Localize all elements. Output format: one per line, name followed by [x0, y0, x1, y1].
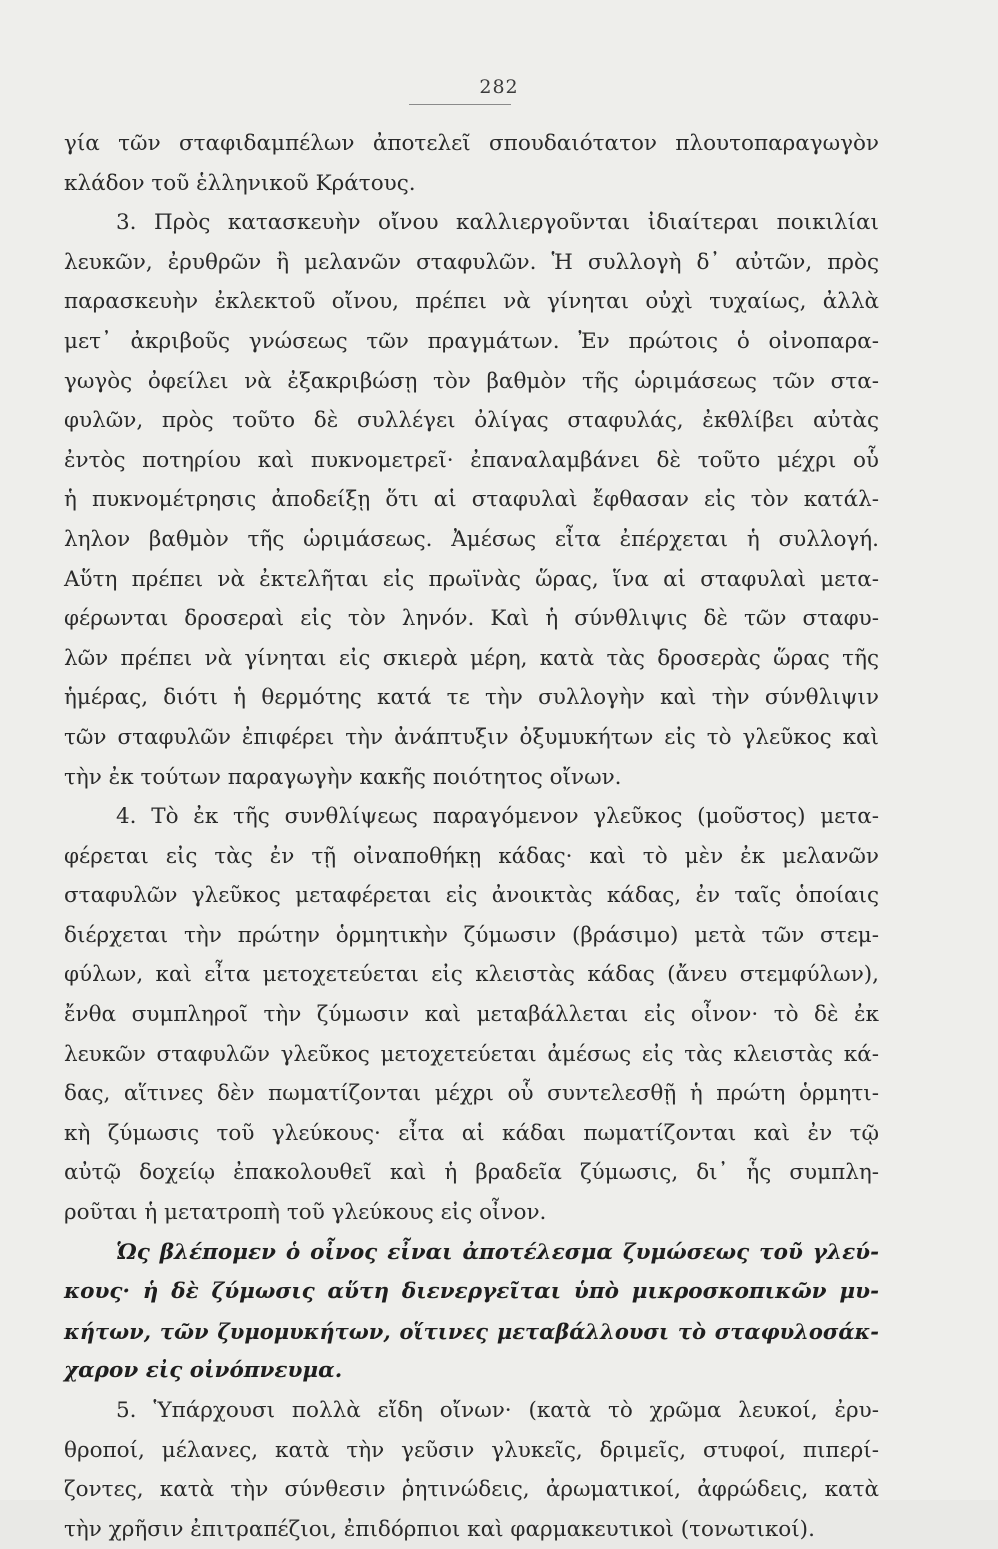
text-line: παρασκευὴν ἐκλεκτοῦ οἴνου, πρέπει νὰ γίνηται οὐχὶ τυχαίως, ἀλλὰ	[64, 289, 879, 315]
text-line: διέρχεται τὴν πρώτην ὁρμητικὴν ζύμωσιν (βράσιμο) μετὰ τῶν στεμ-	[64, 922, 879, 948]
header-rule	[409, 104, 511, 105]
text-line: γία τῶν σταφιδαμπέλων ἀποτελεῖ σπουδαιότατον πλουτοπαραγωγὸν	[64, 131, 879, 156]
text-line: δας, αἵτινες δὲν πωματίζονται μέχρι οὗ συντελεσθῇ ἡ πρώτη ὁρμητι-	[64, 1081, 879, 1107]
text-line: Ὡς βλέπομεν ὁ οἶνος εἶναι ἀποτέλεσμα ζυμώσεως τοῦ γλεύ-	[116, 1239, 879, 1265]
text-line: γωγὸς ὀφείλει νὰ ἐξακριβώσῃ τὸν βαθμὸν τῆς ὡριμάσεως τῶν στα-	[64, 368, 879, 394]
text-line: μετ᾽ ἀκριβοῦς γνώσεως τῶν πραγμάτων. Ἐν πρώτοις ὁ οἰνοπαρα-	[64, 328, 879, 354]
text-line: σταφυλῶν γλεῦκος μεταφέρεται εἰς ἀνοικτὰς κάδας, ἐν ταῖς ὁποίαις	[64, 883, 879, 909]
text-line: φυλῶν, πρὸς τοῦτο δὲ συλλέγει ὀλίγας σταφυλάς, ἐκθλίβει αὐτὰς	[64, 408, 879, 434]
body-text	[64, 124, 879, 1549]
text-line: χαρον εἰς οἰνόπνευμα.	[64, 1358, 343, 1384]
text-line: ἐντὸς ποτηρίου καὶ πυκνομετρεῖ· ἐπαναλαμβάνει δὲ τοῦτο μέχρι οὗ	[64, 447, 879, 473]
text-line: Αὕτη πρέπει νὰ ἐκτελῆται εἰς πρωϊνὰς ὥρας, ἵνα αἱ σταφυλαὶ μετα-	[64, 566, 879, 592]
text-line: 5. Ὑπάρχουσι πολλὰ εἴδη οἴνων· (κατὰ τὸ χρῶμα λευκοί, ἐρυ-	[116, 1398, 879, 1423]
text-line: λευκῶν σταφυλῶν γλεῦκος μετοχετεύεται ἀμέσως εἰς τὰς κλειστὰς κά-	[64, 1041, 879, 1067]
text-line: ἔνθα συμπληροῖ τὴν ζύμωσιν καὶ μεταβάλλεται εἰς οἶνον· τὸ δὲ ἐκ	[64, 1002, 879, 1028]
text-line: ληλον βαθμὸν τῆς ὡριμάσεως. Ἀμέσως εἶτα ἐπέρχεται ἡ συλλογή.	[64, 526, 879, 552]
text-line: αὐτῷ δοχείῳ ἐπακολουθεῖ καὶ ἡ βραδεῖα ζύμωσις, δι᾽ ἧς συμπλη-	[64, 1160, 879, 1186]
text-line: 4. Τὸ ἐκ τῆς συνθλίψεως παραγόμενον γλεῦκος (μοῦστος) μετα-	[116, 804, 879, 830]
text-line: ἡ πυκνομέτρησις ἀποδείξῃ ὅτι αἱ σταφυλαὶ ἔφθασαν εἰς τὸν κατάλ-	[64, 487, 879, 513]
text-line: κλάδον τοῦ ἑλληνικοῦ Κράτους.	[64, 170, 416, 196]
text-line: θροποί, μέλανες, κατὰ τὴν γεῦσιν γλυκεῖς, δριμεῖς, στυφοί, πιπερί-	[64, 1437, 879, 1463]
text-line: φύλων, καὶ εἶτα μετοχετεύεται εἰς κλειστὰς κάδας (ἄνευ στεμφύλων),	[64, 962, 879, 988]
text-line: κους· ἡ δὲ ζύμωσις αὕτη διενεργεῖται ὑπὸ μικροσκοπικῶν μυ-	[64, 1279, 879, 1305]
text-line: λευκῶν, ἐρυθρῶν ἢ μελανῶν σταφυλῶν. Ἡ συλλογὴ δ᾽ αὐτῶν, πρὸς	[64, 249, 879, 275]
text-line: ἡμέρας, διότι ἡ θερμότης κατά τε τὴν συλλογὴν καὶ τὴν σύνθλιψιν	[64, 685, 879, 711]
text-line: κήτων, τῶν ζυμομυκήτων, οἵτινες μεταβάλλουσι τὸ σταφυλοσάκ-	[64, 1318, 879, 1344]
text-line: κὴ ζύμωσις τοῦ γλεύκους· εἶτα αἱ κάδαι πωματίζονται καὶ ἐν τῷ	[64, 1120, 879, 1146]
text-line: φέρωνται δροσεραὶ εἰς τὸν ληνόν. Καὶ ἡ σύνθλιψις δὲ τῶν σταφυ-	[64, 606, 879, 632]
page-number: 282	[479, 76, 519, 98]
text-line: τῶν σταφυλῶν ἐπιφέρει τὴν ἀνάπτυξιν ὀξυμυκήτων εἰς τὸ γλεῦκος καὶ	[64, 724, 879, 750]
text-line: τὴν χρῆσιν ἐπιτραπέζιοι, ἐπιδόρπιοι καὶ φαρμακευτικοὶ (τονωτικοί).	[64, 1516, 815, 1542]
text-line: 3. Πρὸς κατασκευὴν οἴνου καλλιεργοῦνται ἰδιαίτεραι ποικιλίαι	[116, 210, 879, 236]
text-line: λῶν πρέπει νὰ γίνηται εἰς σκιερὰ μέρη, κατὰ τὰς δροσερὰς ὥρας τῆς	[64, 645, 879, 671]
text-line: φέρεται εἰς τὰς ἐν τῇ οἰναποθήκῃ κάδας· καὶ τὸ μὲν ἐκ μελανῶν	[64, 843, 879, 869]
text-line: ροῦται ἡ μετατροπὴ τοῦ γλεύκους εἰς οἶνον.	[64, 1200, 547, 1226]
text-line: τὴν ἐκ τούτων παραγωγὴν κακῆς ποιότητος οἴνων.	[64, 764, 622, 790]
text-line: ζοντες, κατὰ τὴν σύνθεσιν ῥητινώδεις, ἀρωματικοί, ἀφρώδεις, κατὰ	[64, 1477, 879, 1503]
